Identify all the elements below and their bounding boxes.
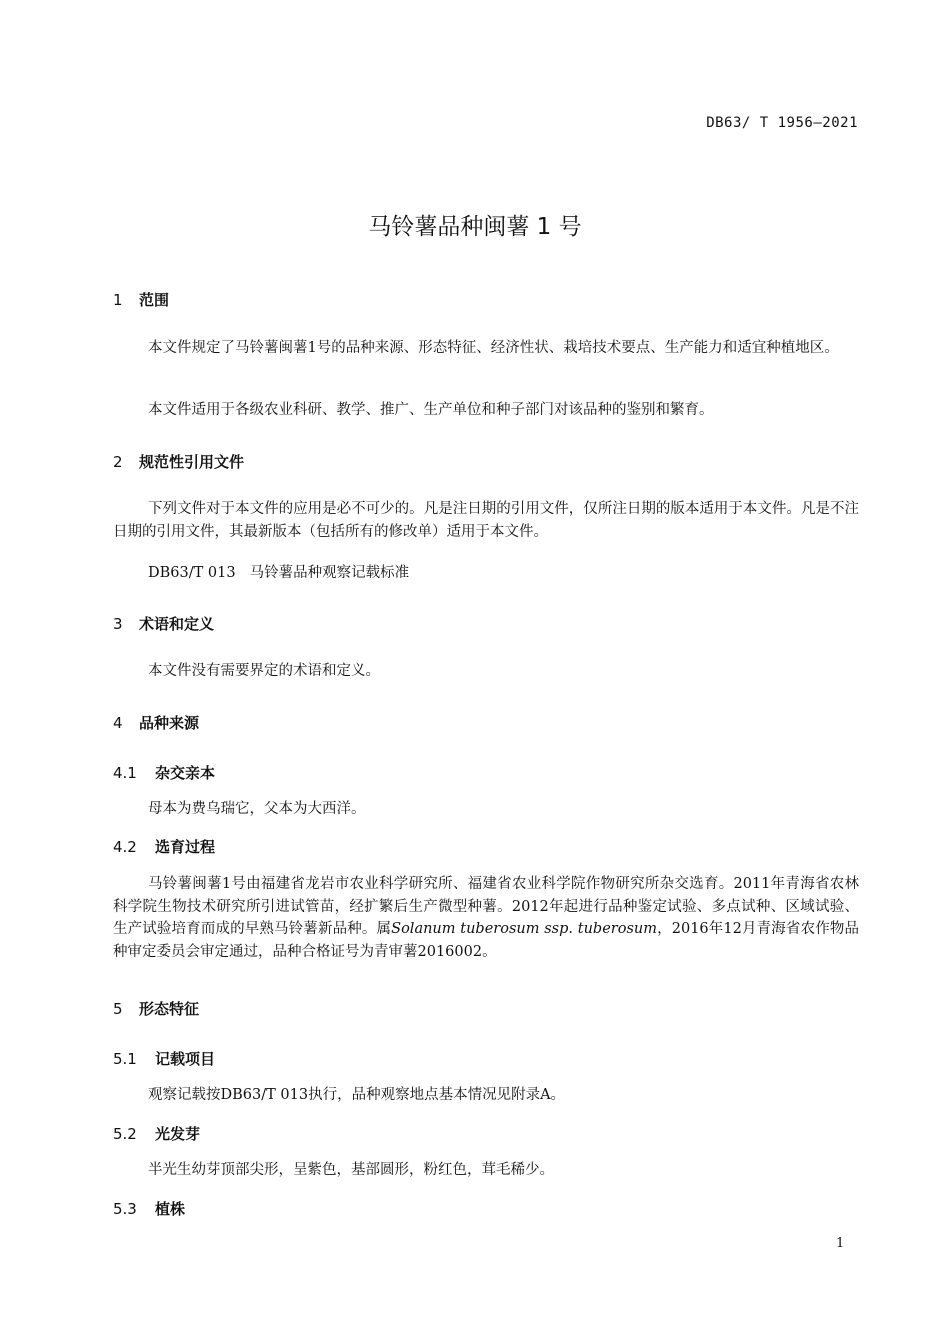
section-5-heading bbox=[113, 998, 199, 1019]
page-number: 1 bbox=[836, 1236, 845, 1251]
subsection-title: 光发芽 bbox=[155, 1125, 201, 1143]
section-title: 形态特征 bbox=[139, 1000, 200, 1018]
section-number: 1 bbox=[113, 291, 123, 309]
document-title: 马铃薯品种闽薯 1 号 bbox=[368, 214, 582, 240]
section-number: 3 bbox=[113, 615, 123, 633]
section-5-2-paragraph: 半光生幼芽顶部尖形，呈紫色，基部圆形，粉红色，茸毛稀少。 bbox=[148, 1162, 554, 1178]
section-2-heading bbox=[113, 451, 244, 472]
subsection-title: 选育过程 bbox=[155, 838, 216, 856]
section-5-2-heading bbox=[113, 1123, 200, 1144]
breeding-text-part-1: 马铃薯闽薯1号由福建省龙岩市农业科学研究所、福建省农业科学院作物研究所杂交选育。2011年青海省农林科学院生物技术研究所引进试管苗，经扩繁后生产微型种薯。2012年起进行品种鉴定试验、多点试种、区域试验、生产试验培育而成的早熟马铃薯新品种。属 bbox=[113, 876, 859, 937]
section-title: 范围 bbox=[139, 291, 170, 309]
subsection-title: 植株 bbox=[155, 1200, 186, 1218]
subsection-number: 4.2 bbox=[113, 838, 137, 856]
subsection-number: 5.3 bbox=[113, 1200, 137, 1218]
subsection-number: 4.1 bbox=[113, 764, 137, 782]
reference-title: 马铃薯品种观察记载标准 bbox=[249, 565, 410, 581]
normative-reference bbox=[148, 561, 409, 582]
section-4-1-paragraph: 母本为费乌瑞它，父本为大西洋。 bbox=[148, 801, 366, 817]
section-5-1-heading bbox=[113, 1048, 215, 1069]
section-1-paragraph-1: 本文件规定了马铃薯闽薯1号的品种来源、形态特征、经济性状、栽培技术要点、生产能力和适宜种植地区。 bbox=[148, 340, 839, 356]
section-4-2-paragraph bbox=[113, 873, 859, 963]
section-5-3-heading bbox=[113, 1198, 185, 1219]
section-3-paragraph-1: 本文件没有需要界定的术语和定义。 bbox=[148, 663, 380, 679]
section-number: 5 bbox=[113, 1000, 123, 1018]
section-title: 规范性引用文件 bbox=[139, 453, 245, 471]
section-1-paragraph-2: 本文件适用于各级农业科研、教学、推广、生产单位和种子部门对该品种的鉴别和繁育。 bbox=[148, 402, 714, 418]
section-number: 4 bbox=[113, 714, 123, 732]
subsection-number: 5.2 bbox=[113, 1125, 137, 1143]
standard-code: DB63/ T 1956—2021 bbox=[706, 115, 858, 131]
section-title: 术语和定义 bbox=[139, 615, 215, 633]
section-4-2-heading bbox=[113, 836, 215, 857]
latin-species-name: Solanum tuberosum ssp. tuberosum bbox=[391, 921, 657, 937]
section-number: 2 bbox=[113, 453, 123, 471]
breeding-text-part-2: ，2016年12月青海省农作物品种审定委员会审定通过，品种合格证号为青审薯2016002。 bbox=[113, 921, 859, 960]
section-3-heading bbox=[113, 613, 214, 634]
section-title: 品种来源 bbox=[139, 714, 200, 732]
reference-code: DB63/T 013 bbox=[148, 565, 236, 581]
section-4-heading bbox=[113, 712, 199, 733]
section-4-1-heading bbox=[113, 762, 215, 783]
subsection-title: 记载项目 bbox=[155, 1050, 216, 1068]
section-5-1-paragraph: 观察记载按DB63/T 013执行，品种观察地点基本情况见附录A。 bbox=[148, 1087, 566, 1103]
subsection-title: 杂交亲本 bbox=[155, 764, 216, 782]
subsection-number: 5.1 bbox=[113, 1050, 137, 1068]
section-1-heading bbox=[113, 289, 169, 310]
section-2-paragraph-1: 下列文件对于本文件的应用是必不可少的。凡是注日期的引用文件，仅所注日期的版本适用于本文件。凡是不注日期的引用文件，其最新版本（包括所有的修改单）适用于本文件。 bbox=[113, 501, 859, 540]
